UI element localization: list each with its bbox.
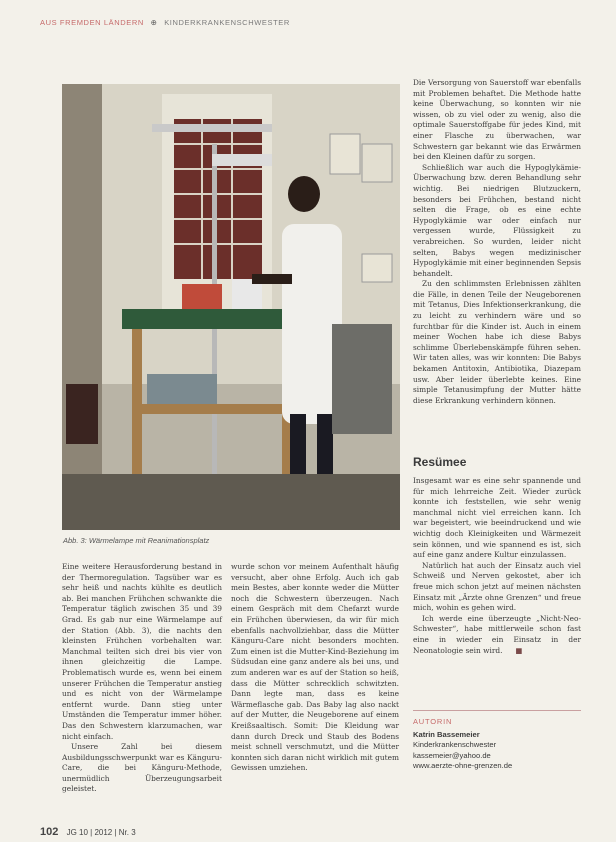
resume-heading: Resümee [413,455,467,469]
article-paragraph: Unsere Zahl bei diesem Ausbildungsschwerpunkt war es Känguru-Care, die bei Känguru-Methode, unermüdlich Überzeugungsarbeit geleistet. [62,742,222,794]
article-column-1 [62,562,222,824]
photo-floor [62,474,400,530]
article-column-3 [413,78,581,458]
photo-nurse-arm [252,274,292,284]
article-paragraph: Natürlich hat auch der Einsatz auch viel Schweiß und Nerven gekostet, aber ich freue mich schon jetzt auf meinen nächsten Einsatz mit „Ärzte ohne Grenzen“ und freue mich, wohin es gehen wird. [413,560,581,613]
article-photo [62,84,400,530]
author-name: Katrin Bassemeier [413,730,480,739]
photo-nurse-leg-left [290,414,306,484]
author-role: Kinderkrankenschwester [413,740,497,750]
author-box [413,710,581,772]
photo-lamp-head [212,154,272,166]
photo-poster-2 [362,144,392,182]
article-paragraph: wurde schon vor meinem Aufenthalt häufig versucht, aber ohne Erfolg. Auch ich gab mein Bestes, aber konnte weder die Mütter noch die Schwestern überzeugen. Nach einem Gespräch mit dem Chefarzt wurde ein Frühchen überwiesen, da wir für mich ebenfalls nachvollziehbar, dass die Mütter Känguru-Care nicht besonders mochten. Zum einen ist die Mutter-Kind-Beziehung im Südsudan eine ganz andere als bei uns, und zum anderen war es auf der Station so heiß, dass die Mütter schrecklich schwitzten. Dann legte man, dass es keine Wärmeflasche gab. Das Baby lag also nackt auf der Mutter, die Neugeborene auf einem Kreißsaaltisch. Somit: Die Kleidung war dann durch Dreck und Staub des Bodens meist schnell verschmutzt, und die Mütter konnten sich daran nicht wirklich mit gutem Gewissen umziehen. [231,562,399,773]
photo-cabinet [332,324,392,434]
header-subcategory: KINDERKRANKENSCHWESTER [164,18,290,27]
author-website-link[interactable]: www.aerzte-ohne-grenzen.de [413,761,513,771]
photo-poster-1 [330,134,360,174]
article-paragraph-text: Ich werde eine überzeugte „Nicht-Neo-Schwester“, habe mittlerweile schon fast eine in wieder ein Einsatz in der Neonatologie sein wird. [413,613,581,655]
author-email-link[interactable]: kassemeier@yahoo.de [413,750,491,760]
page-number: 102 [40,826,59,838]
header-separator-icon: ⊕ [150,18,158,27]
photo-equipment-box [147,374,217,404]
issue-info: JG 10 | 2012 | Nr. 3 [66,828,136,837]
article-paragraph: Zu den schlimmsten Erlebnissen zählten die Fälle, in denen Teile der Neugeborenen mit Tetanus, Dies Infektionserkrankung, die zu leicht zu verhindern wäre und so furchtbar für die Kinder ist. Auch in einem meiner Wochen habe ich diese Babys schlimme Überlebenskämpfe führen sehen. Wir taten alles, was wir konnten: Die Babys bekamen Antitoxin, Antibiotika, Diazepam usw. Aber leider überlebte keines. Eine simple Tetanusimpfung der Mutter hätte diese Erkrankung verhindern können. [413,279,581,405]
end-mark-icon: ■ [515,645,523,655]
author-label: AUTORIN [413,710,581,730]
article-paragraph: Eine weitere Herausforderung bestand in der Thermoregulation. Tagsüber war es sehr heiß und nachts kühlte es deutlich ab. Bei manchen Frühchen schwankte die Temperatur täglich zwischen 35 und 39 Grad. Es gab nur eine Wärmelampe auf der Station (Abb. 3), die nachts den kleinsten Frühchen vorbehalten war. Manchmal teilten sich drei bis vier von ihnen gleichzeitig die Lampe. Problematisch wurde es, wenn bei einem unserer Frühchen die Temperatur anstieg und es nicht von der Wärmelampe entfernt wurde. Dann stieg unter Umständen die Temperatur immer höher. Das den Schwestern klarzumachen, war nicht einfach. [62,562,222,741]
article-paragraph [413,614,581,656]
photo-table-top [122,309,302,329]
photo-supplies-red [182,284,222,309]
photo-poster-3 [362,254,392,282]
article-paragraph: Die Versorgung von Sauerstoff war ebenfalls mit Problemen behaftet. Die Methode hatte keine Überwachung, so konnten wir nie wissen, ob zu viel oder zu wenig, also die optimale Sauerstoffgabe für jedes Kind, mit einer Flasche zu überwachen, war Schwestern gar bekannt wie das Erwärmen bei den Kleinen dafür zu sorgen. [413,78,581,162]
article-paragraph: Schließlich war auch die Hypoglykämie-Überwachung bzw. deren Behandlung sehr wichtig. Bei niedrigen Blutzuckern, besonders bei Frühchen, bestand nicht selten die Frage, ob es eine echte Hypoglykämie war oder einfach nur vergessen wurde, Flüssigkeit zu verabreichen. So wurden, leider nicht selten, Babys wegen medizinischer Hypoglykämie mit einer beginnenden Sepsis behandelt. [413,162,581,278]
photo-illustration [62,84,400,530]
photo-nurse-leg-right [317,414,333,484]
article-paragraph: Insgesamt war es eine sehr spannende und für mich lehrreiche Zeit. Wieder zurück konnte ich feststellen, wie sehr wenig manchmal nicht viel erreichen kann. Ich war begeistert, wie beeindruckend und wie wichtig doch Kleinigkeiten und Wärmezeit sein können, und wie spannend es ist, sich auf eine ganz andere Kultur einzulassen. [413,476,581,560]
photo-nurse-head [288,176,320,212]
header-category: AUS FREMDEN LÄNDERN [40,18,144,27]
page-header [40,18,290,27]
article-column-4 [413,476,581,655]
photo-table-shelf [132,404,292,414]
photo-left-wall [62,84,102,530]
figure-caption: Abb. 3: Wärmelampe mit Reanimationsplatz [63,536,210,545]
photo-left-shelf [66,384,98,444]
page-footer [40,826,136,838]
article-column-2 [231,562,399,824]
photo-lamp-arm [152,124,272,132]
